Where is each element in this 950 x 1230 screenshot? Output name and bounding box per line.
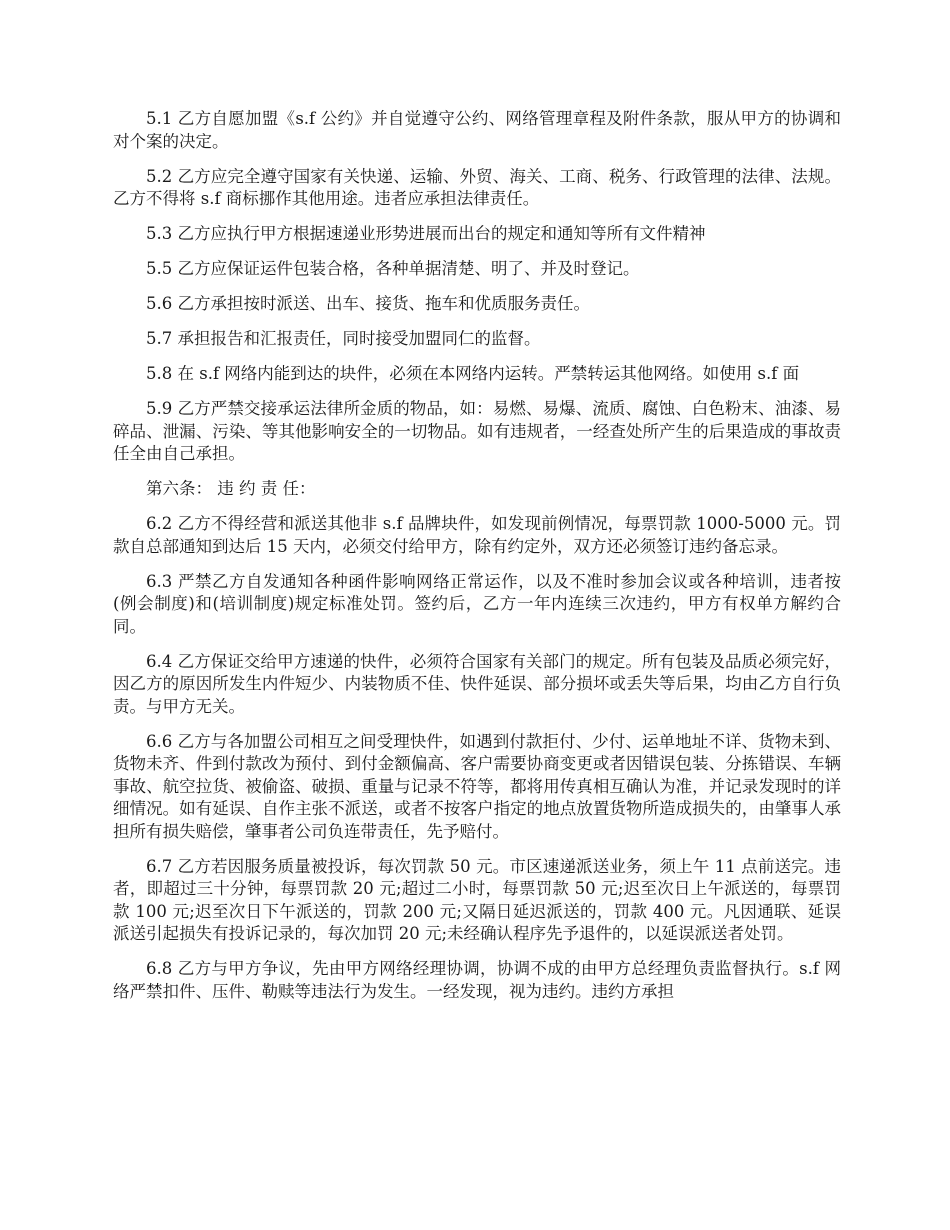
clause-5-5: 5.5 乙方应保证运件包装合格，各种单据清楚、明了、并及时登记。: [146, 259, 640, 278]
clause-5-9: 5.9 乙方严禁交接承运法律所金质的物品，如：易燃、易爆、流质、腐蚀、白色粉末、油漆、易碎品、泄漏、污染、等其他影响安全的一切物品。如有违规者，一经查处所产生的后果造成的事故责任全由自己承担。: [113, 399, 841, 463]
clause-5-8: 5.8 在 s.f 网络内能到达的块件，必须在本网络内运转。严禁转运其他网络。如使用 s.f 面: [146, 364, 800, 383]
clause-6-2: 6.2 乙方不得经营和派送其他非 s.f 品牌块件，如发现前例情况，每票罚款 1000-5000 元。罚款自总部通知到达后 15 天内，必须交付给甲方，除有约定外，双方还必须签订违约备忘录。: [113, 514, 841, 556]
clause-5-3: 5.3 乙方应执行甲方根据速递业形势进展而出台的规定和通知等所有文件精神: [146, 224, 706, 243]
clause-5-2: 5.2 乙方应完全遵守国家有关快递、运输、外贸、海关、工商、税务、行政管理的法律、法规。乙方不得将 s.f 商标挪作其他用途。违者应承担法律责任。: [113, 166, 841, 208]
clause-6-3: 6.3 严禁乙方自发通知各种函件影响网络正常运作，以及不准时参加会议或各种培训，违者按(例会制度)和(培训制度)规定标准处罚。签约后，乙方一年内连续三次违约，甲方有权单方解约合同。: [113, 571, 841, 636]
clause-6-7: 6.7 乙方若因服务质量被投诉，每次罚款 50 元。市区速递派送业务，须上午 11 点前送完。违者，即超过三十分钟，每票罚款 20 元;超过二小时，每票罚款 50 元;迟至次日上午派送的，每票罚款 100 元;迟至次日下午派送的，罚款 200 元;又隔日延迟派送的，罚款 400 元。凡因通联、延误派送引起损失有投诉记录的，每次加罚 20 元;未经确认程序先予退件的，以延误派送者处罚。: [113, 856, 841, 943]
clause-5-1: 5.1 乙方自愿加盟《s.f 公约》并自觉遵守公约、网络管理章程及附件条款，服从甲方的协调和对个案的决定。: [113, 109, 841, 151]
clause-5-6: 5.6 乙方承担按时派送、出车、接货、拖车和优质服务责任。: [146, 294, 590, 313]
clause-5-7: 5.7 承担报告和汇报责任，同时接受加盟同仁的监督。: [146, 329, 541, 348]
document-page: [113, 108, 841, 1016]
clause-6-4: 6.4 乙方保证交给甲方速递的快件，必须符合国家有关部门的规定。所有包装及品质必须完好，因乙方的原因所发生内件短少、内装物质不佳、快件延误、部分损坏或丢失等后果，均由乙方自行负责。与甲方无关。: [113, 651, 841, 716]
section-heading-article-6: 第六条： 违 约 责 任：: [146, 479, 316, 498]
clause-6-6: 6.6 乙方与各加盟公司相互之间受理快件，如遇到付款拒付、少付、运单地址不详、货物未到、货物未齐、件到付款改为预付、到付金额偏高、客户需要协商变更或者因错误包装、分拣错误、车辆事故、航空拉货、被偷盗、破损、重量与记录不符等，都将用传真相互确认为准，并记录发现时的详细情况。如有延误、自作主张不派送，或者不按客户指定的地点放置货物所造成损失的，由肇事人承担所有损失赔偿，肇事者公司负连带责任，先予赔付。: [113, 731, 841, 841]
clause-6-8: 6.8 乙方与甲方争议，先由甲方网络经理协调，协调不成的由甲方总经理负责监督执行。s.f 网络严禁扣件、压件、勒赎等违法行为发生。一经发现，视为违约。违约方承担: [113, 959, 841, 1001]
